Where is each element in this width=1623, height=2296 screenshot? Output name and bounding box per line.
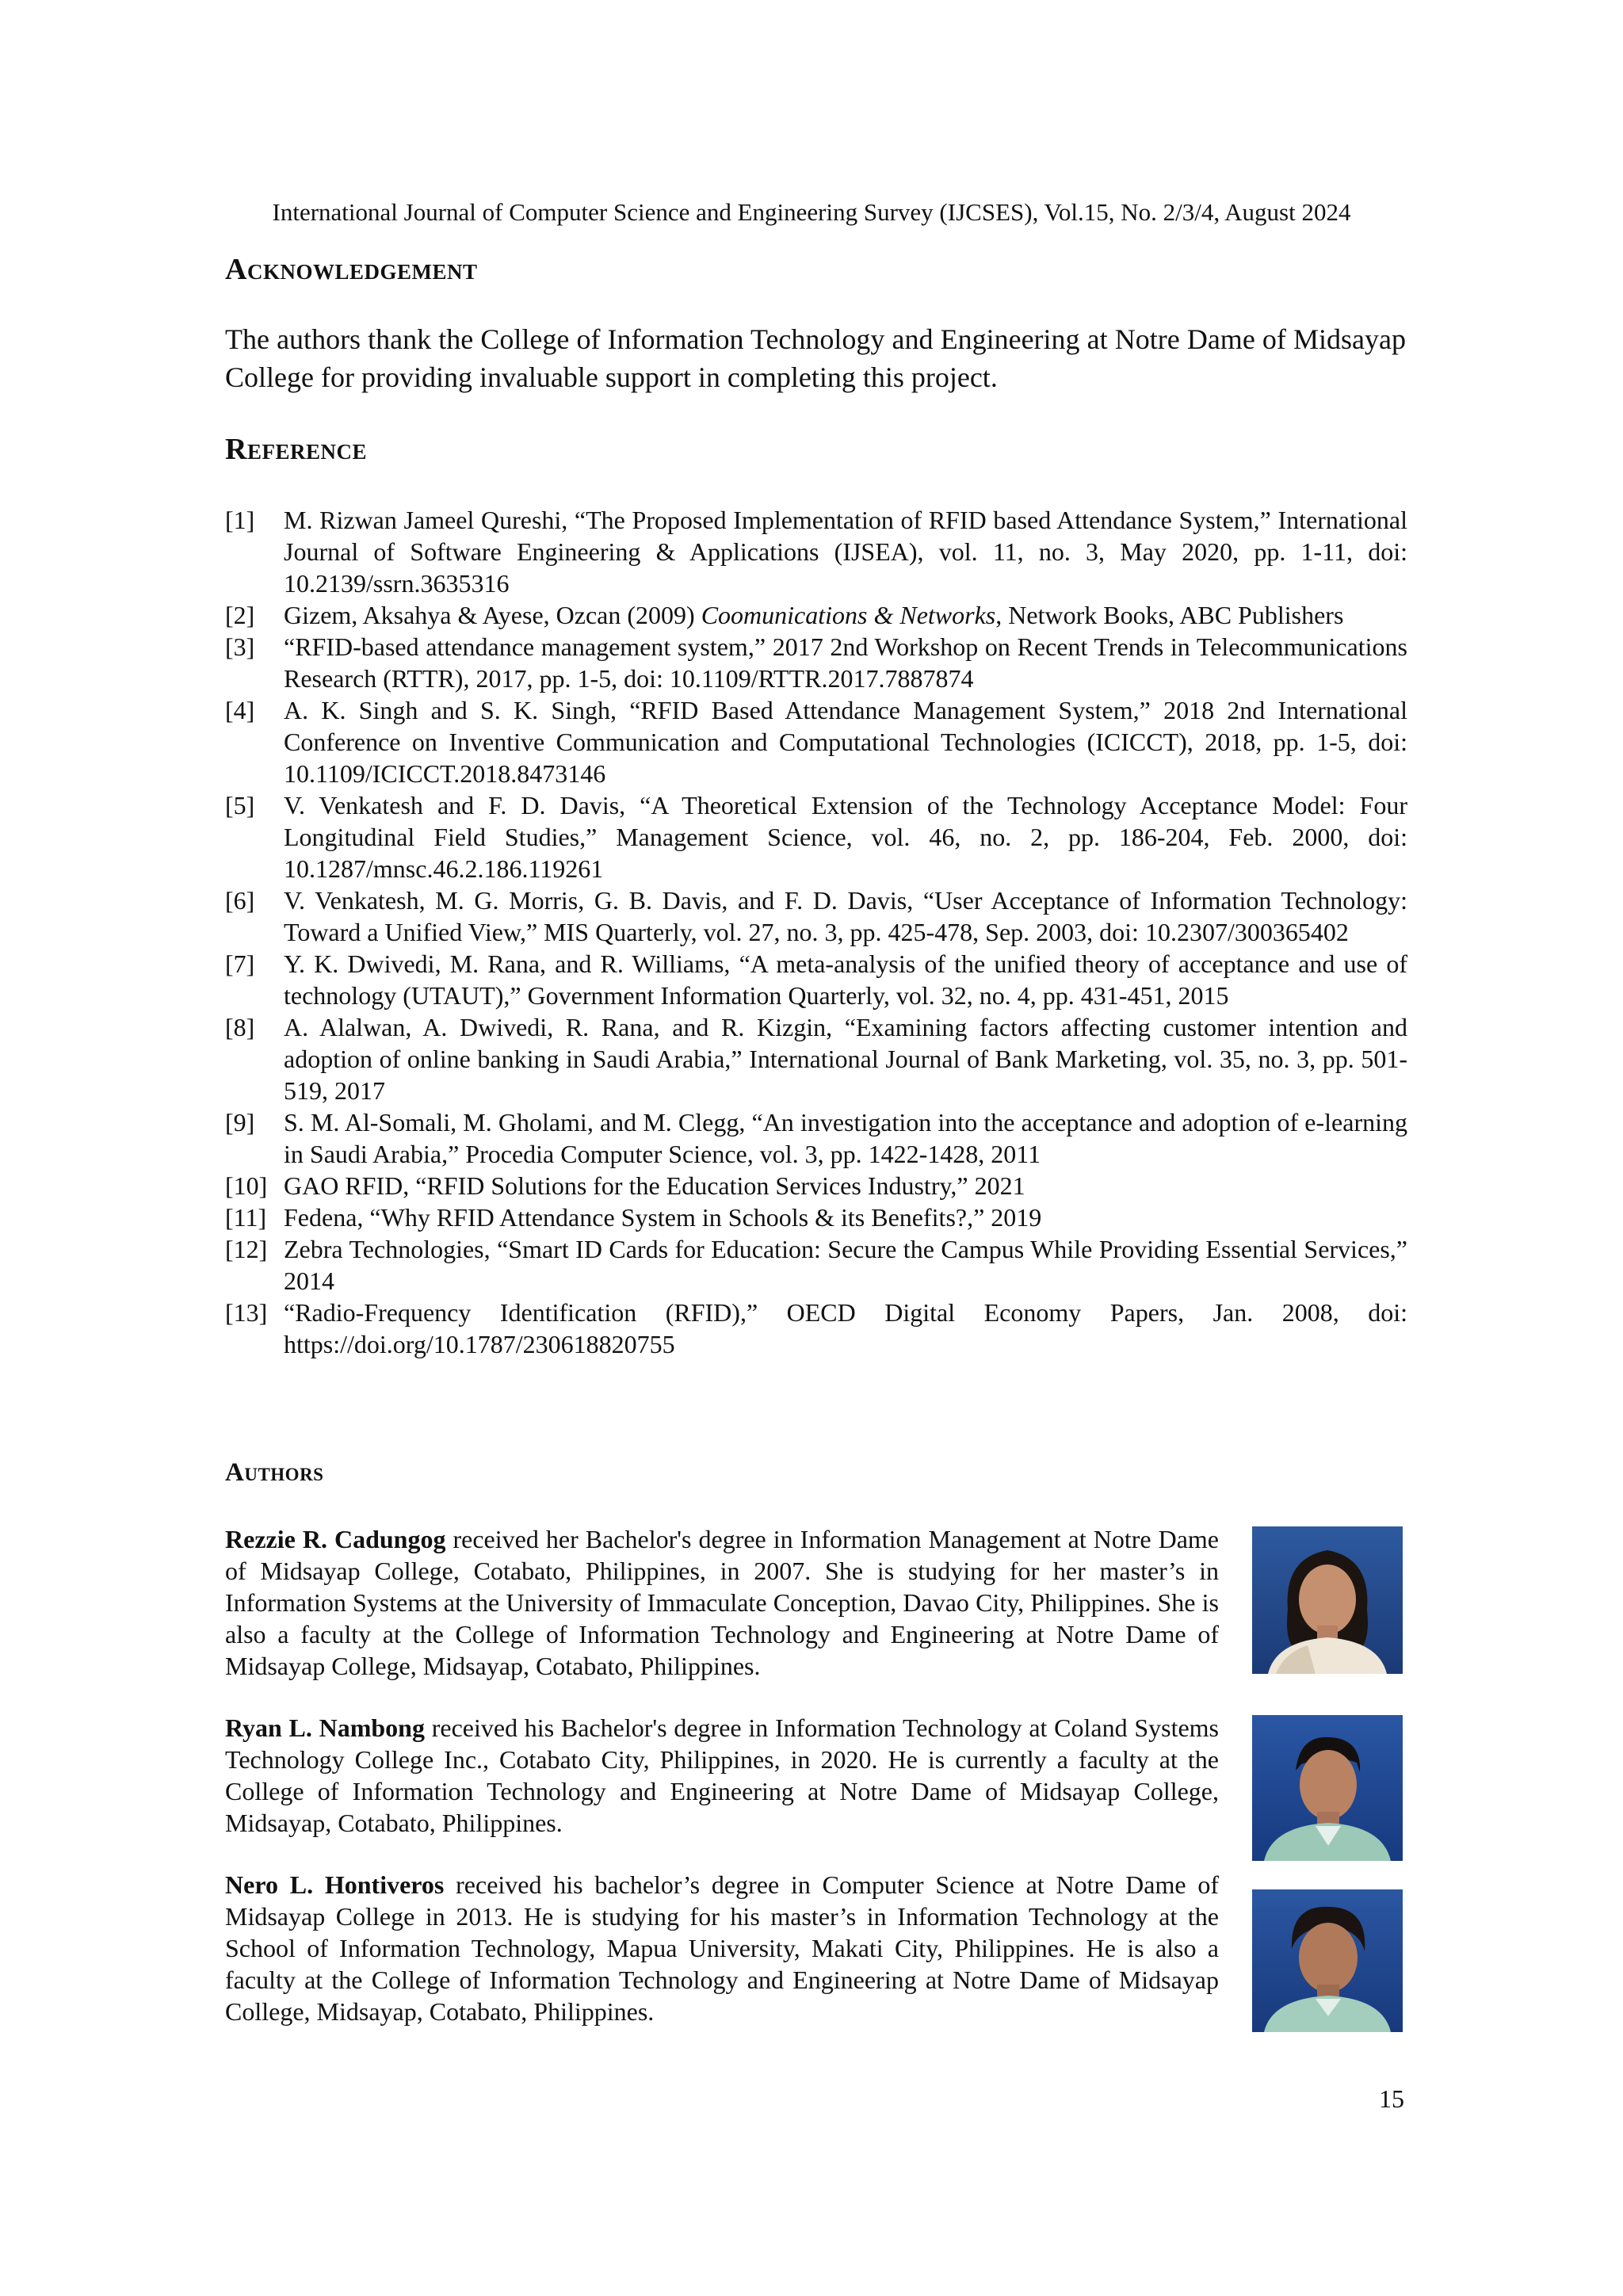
- acknowledgement-body: The authors thank the College of Information Technology and Engineering at Notre Dame of Midsayap College for providing invaluable support in completing this project.: [225, 323, 1406, 393]
- acknowledgement-heading: Acknowledgement: [225, 253, 478, 286]
- reference-text: Fedena, “Why RFID Attendance System in Schools & its Benefits?,” 2019: [284, 1203, 1042, 1232]
- reference-item: [225, 789, 1407, 884]
- reference-item: [225, 1297, 1407, 1360]
- reference-text: “Radio-Frequency Identification (RFID),” OECD Digital Economy Papers, Jan. 2008, doi: https://doi.org/10.1787/230618820755: [284, 1298, 1407, 1358]
- reference-text: M. Rizwan Jameel Qureshi, “The Proposed Implementation of RFID based Attendance System,” International Journal of Software Engineering & Applications (IJSEA), vol. 11, no. 3, May 2020, pp. 1-11, doi: 10.2139/ssrn.3635316: [284, 506, 1407, 598]
- author-name: Ryan L. Nambong: [225, 1713, 425, 1742]
- reference-number: [2]: [225, 601, 255, 629]
- reference-item: [225, 1011, 1407, 1106]
- reference-number: [13]: [225, 1298, 268, 1327]
- reference-item: [225, 1233, 1407, 1297]
- reference-item: [225, 504, 1407, 599]
- reference-text: S. M. Al-Somali, M. Gholami, and M. Clegg, “An investigation into the acceptance and adoption of e-learning in Saudi Arabia,” Procedia Computer Science, vol. 3, pp. 1422-1428, 2011: [284, 1108, 1407, 1168]
- running-header: International Journal of Computer Science and Engineering Survey (IJCSES), Vol.15, No. 2/3/4, August 2024: [272, 198, 1351, 226]
- reference-text: V. Venkatesh, M. G. Morris, G. B. Davis, and F. D. Davis, “User Acceptance of Information Technology: Toward a Unified View,” MIS Quarterly, vol. 27, no. 3, pp. 425-478, Sep. 2003, doi: 10.2307/300365402: [284, 886, 1407, 946]
- author-photo: [1252, 1889, 1403, 2032]
- reference-text: A. K. Singh and S. K. Singh, “RFID Based Attendance Management System,” 2018 2nd International Conference on Inventive Communication and Computational Technologies (ICICCT), 2018, pp. 1-5, doi: 10.1109/ICICCT.2018.8473146: [284, 696, 1407, 788]
- reference-number: [9]: [225, 1108, 255, 1137]
- author-photo: [1252, 1526, 1403, 1674]
- reference-text: Gizem, Aksahya & Ayese, Ozcan (2009) Coomunications & Networks, Network Books, ABC Publishers: [284, 601, 1344, 629]
- reference-text: “RFID-based attendance management system,” 2017 2nd Workshop on Recent Trends in Telecommunications Research (RTTR), 2017, pp. 1-5, doi: 10.1109/RTTR.2017.7887874: [284, 632, 1407, 693]
- page-number: 15: [1379, 2084, 1404, 2113]
- reference-number: [1]: [225, 506, 255, 534]
- reference-number: [3]: [225, 632, 255, 661]
- author-name: Rezzie R. Cadungog: [225, 1525, 446, 1553]
- author-bio: Rezzie R. Cadungog received her Bachelor's degree in Information Management at Notre Dame of Midsayap College, Cotabato, Philippines, in 2007. She is studying for her master’s in Information Systems at the University of Immaculate Conception, Davao City, Philippines. She is also a faculty at the College of Information Technology and Engineering at Notre Dame of Midsayap College, Midsayap, Cotabato, Philippines.: [225, 1525, 1220, 1680]
- reference-text: Y. K. Dwivedi, M. Rana, and R. Williams, “A meta-analysis of the unified theory of acceptance and use of technology (UTAUT),” Government Information Quarterly, vol. 32, no. 4, pp. 431-451, 2015: [284, 949, 1407, 1010]
- author-bio: Ryan L. Nambong received his Bachelor's degree in Information Technology at Coland Systems Technology College Inc., Cotabato City, Philippines, in 2020. He is currently a faculty at the College of Information Technology and Engineering at Notre Dame of Midsayap College, Midsayap, Cotabato, Philippines.: [225, 1713, 1220, 1837]
- author-entry: [225, 1523, 1406, 1713]
- reference-item: [225, 1106, 1407, 1170]
- author-name: Nero L. Hontiveros: [225, 1870, 445, 1899]
- reference-item: [225, 884, 1407, 948]
- reference-number: [8]: [225, 1013, 255, 1041]
- reference-number: [7]: [225, 949, 255, 978]
- reference-item: [225, 694, 1407, 789]
- reference-number: [11]: [225, 1203, 267, 1232]
- reference-text: GAO RFID, “RFID Solutions for the Education Services Industry,” 2021: [284, 1171, 1025, 1200]
- author-photo: [1252, 1715, 1403, 1861]
- reference-text: V. Venkatesh and F. D. Davis, “A Theoretical Extension of the Technology Acceptance Model: Four Longitudinal Field Studies,” Management Science, vol. 46, no. 2, pp. 186-204, Feb. 2000, doi: 10.1287/mnsc.46.2.186.119261: [284, 791, 1407, 883]
- reference-item: [225, 631, 1407, 694]
- reference-text: Zebra Technologies, “Smart ID Cards for Education: Secure the Campus While Providing Essential Services,” 2014: [284, 1235, 1407, 1295]
- reference-item: [225, 948, 1407, 1011]
- author-entry: [225, 1869, 1406, 2059]
- reference-heading: Reference: [225, 433, 367, 466]
- reference-item: [225, 1201, 1407, 1233]
- reference-text: A. Alalwan, A. Dwivedi, R. Rana, and R. Kizgin, “Examining factors affecting customer intention and adoption of online banking in Saudi Arabia,” International Journal of Bank Marketing, vol. 35, no. 3, pp. 501-519, 2017: [284, 1013, 1407, 1105]
- reference-item: [225, 599, 1407, 631]
- reference-number: [10]: [225, 1171, 268, 1200]
- reference-number: [5]: [225, 791, 255, 819]
- reference-number: [6]: [225, 886, 255, 915]
- reference-item: [225, 1170, 1407, 1201]
- reference-number: [4]: [225, 696, 255, 724]
- reference-number: [12]: [225, 1235, 268, 1263]
- reference-italic-title: Coomunications & Networks: [701, 601, 996, 629]
- authors-heading: Authors: [225, 1458, 324, 1487]
- reference-list: [225, 504, 1407, 1360]
- author-bio: Nero L. Hontiveros received his bachelor’s degree in Computer Science at Notre Dame of Midsayap College in 2013. He is studying for his master’s in Information Technology at the School of Information Technology, Mapua University, Makati City, Philippines. He is also a faculty at the College of Information Technology and Engineering at Notre Dame of Midsayap College, Midsayap, Cotabato, Philippines.: [225, 1870, 1219, 2026]
